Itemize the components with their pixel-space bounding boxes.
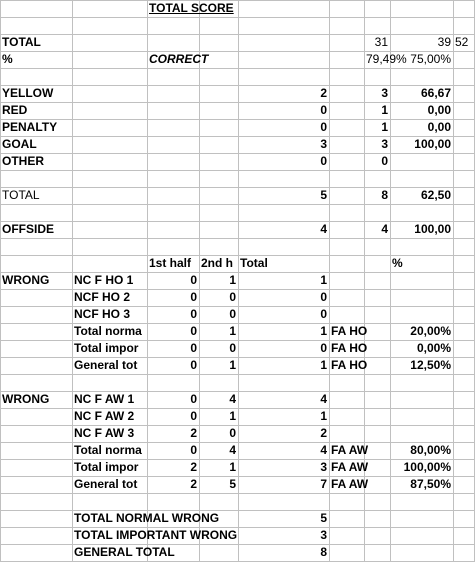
wrong-first-half[interactable]: 0 xyxy=(190,290,197,304)
wrong-percent[interactable]: 100,00% xyxy=(403,460,451,474)
wrong-percent[interactable] xyxy=(390,425,453,442)
total-value[interactable]: 31 xyxy=(374,35,388,49)
wrong-first-half[interactable]: 0 xyxy=(190,392,197,406)
offside-count[interactable]: 4 xyxy=(320,222,327,236)
wrong-row-name[interactable]: General tot xyxy=(74,477,138,491)
card-percent[interactable] xyxy=(390,153,453,170)
wrong-total[interactable]: 1 xyxy=(320,324,327,338)
wrong-code[interactable]: FA AW xyxy=(331,460,369,474)
offside-percent[interactable]: 100,00 xyxy=(414,222,451,236)
wrong-second-half[interactable]: 1 xyxy=(229,460,236,474)
wrong-code[interactable] xyxy=(329,289,390,306)
wrong-second-half[interactable]: 0 xyxy=(229,290,236,304)
card-count[interactable]: 0 xyxy=(381,154,388,168)
wrong-total[interactable]: 7 xyxy=(320,477,327,491)
wrong-second-half[interactable]: 0 xyxy=(229,426,236,440)
wrong-first-half[interactable]: 0 xyxy=(190,324,197,338)
wrong-row-name[interactable]: NC F AW 2 xyxy=(74,409,135,423)
wrong-first-half[interactable]: 0 xyxy=(190,358,197,372)
wrong-percent[interactable]: 80,00% xyxy=(410,443,451,457)
correct-value[interactable]: 75,00% xyxy=(410,52,451,66)
card-label[interactable]: PENALTY xyxy=(2,120,58,134)
wrong-second-half[interactable]: 1 xyxy=(229,409,236,423)
card-percent[interactable]: 0,00 xyxy=(427,103,451,117)
offside-label[interactable]: OFFSIDE xyxy=(2,222,55,236)
wrong-row-name[interactable]: Total norma xyxy=(74,443,142,457)
card-count[interactable]: 3 xyxy=(320,137,327,151)
wrong-row-name[interactable]: NC F HO 1 xyxy=(74,273,134,287)
card-label[interactable]: OTHER xyxy=(2,154,44,168)
summary-label[interactable]: GENERAL TOTAL xyxy=(74,545,175,559)
percent-label[interactable]: % xyxy=(2,52,13,66)
wrong-first-half[interactable]: 0 xyxy=(190,409,197,423)
wrong-total[interactable]: 1 xyxy=(320,409,327,423)
wrong-label[interactable]: WRONG xyxy=(2,273,50,287)
wrong-row-name[interactable]: Total norma xyxy=(74,324,142,338)
wrong-label[interactable]: WRONG xyxy=(2,392,50,406)
wrong-row-name[interactable]: General tot xyxy=(74,358,138,372)
wrong-percent[interactable]: 87,50% xyxy=(410,477,451,491)
wrong-code[interactable]: FA HO xyxy=(331,324,368,338)
cards-total-label[interactable]: TOTAL xyxy=(2,188,40,202)
wrong-second-half[interactable]: 4 xyxy=(229,392,236,406)
wrong-total[interactable]: 2 xyxy=(320,426,327,440)
wrong-percent[interactable] xyxy=(390,408,453,425)
wrong-first-half[interactable]: 0 xyxy=(190,443,197,457)
summary-value[interactable]: 5 xyxy=(320,511,327,525)
wrong-code[interactable] xyxy=(329,425,390,442)
summary-value[interactable]: 3 xyxy=(320,528,327,542)
card-label[interactable]: YELLOW xyxy=(2,86,54,100)
wrong-percent[interactable] xyxy=(390,306,453,323)
card-percent[interactable]: 0,00 xyxy=(427,120,451,134)
wrong-row-name[interactable]: Total impor xyxy=(74,341,139,355)
wrong-row-name[interactable]: Total impor xyxy=(74,460,139,474)
wrong-second-half[interactable]: 4 xyxy=(229,443,236,457)
wrong-total[interactable]: 0 xyxy=(320,290,327,304)
wrong-row-name[interactable]: NCF HO 3 xyxy=(74,307,131,321)
wrong-row-name[interactable]: NC F AW 3 xyxy=(74,426,135,440)
wrong-code[interactable]: FA AW xyxy=(331,477,369,491)
card-count[interactable]: 3 xyxy=(381,137,388,151)
card-percent[interactable]: 66,67 xyxy=(420,86,451,100)
wrong-code[interactable] xyxy=(329,408,390,425)
wrong-percent[interactable]: 20,00% xyxy=(410,324,451,338)
wrong-row-name[interactable]: NCF HO 2 xyxy=(74,290,131,304)
wrong-first-half[interactable]: 2 xyxy=(190,477,197,491)
wrong-row-name[interactable]: NC F AW 1 xyxy=(74,392,135,406)
card-count[interactable]: 0 xyxy=(320,120,327,134)
column-gridline xyxy=(453,0,454,562)
total-label[interactable]: TOTAL xyxy=(2,35,41,49)
summary-label[interactable]: TOTAL NORMAL WRONG xyxy=(74,511,220,525)
wrong-first-half[interactable]: 2 xyxy=(190,426,197,440)
cards-total-count[interactable]: 5 xyxy=(320,188,327,202)
wrong-total[interactable]: 3 xyxy=(320,460,327,474)
card-count[interactable]: 0 xyxy=(320,154,327,168)
wrong-percent[interactable] xyxy=(390,289,453,306)
wrong-total[interactable]: 1 xyxy=(320,358,327,372)
wrong-second-half[interactable]: 0 xyxy=(229,307,236,321)
card-count[interactable]: 0 xyxy=(320,103,327,117)
wrong-total[interactable]: 4 xyxy=(320,443,327,457)
wrong-percent[interactable] xyxy=(390,272,453,289)
card-percent[interactable]: 100,00 xyxy=(414,137,451,151)
summary-value[interactable]: 8 xyxy=(320,545,327,559)
wrong-first-half[interactable]: 2 xyxy=(190,460,197,474)
wrong-code[interactable] xyxy=(329,272,390,289)
header-total[interactable]: Total xyxy=(240,256,268,270)
header-percent[interactable]: % xyxy=(392,256,403,270)
header-first-half[interactable]: 1st half xyxy=(149,256,192,270)
offside-count[interactable]: 4 xyxy=(381,222,388,236)
wrong-second-half[interactable]: 1 xyxy=(229,273,236,287)
wrong-second-half[interactable]: 1 xyxy=(229,358,236,372)
header-second-half[interactable]: 2nd h xyxy=(201,256,233,270)
wrong-code[interactable] xyxy=(329,306,390,323)
wrong-second-half[interactable]: 5 xyxy=(229,477,236,491)
wrong-first-half[interactable]: 0 xyxy=(190,273,197,287)
wrong-percent[interactable] xyxy=(390,391,453,408)
wrong-second-half[interactable]: 1 xyxy=(229,324,236,338)
total-value[interactable]: 39 xyxy=(437,35,451,49)
card-label[interactable]: GOAL xyxy=(2,137,37,151)
wrong-total[interactable]: 1 xyxy=(320,273,327,287)
correct-label[interactable]: CORRECT xyxy=(149,52,209,66)
card-count[interactable]: 2 xyxy=(320,86,327,100)
card-count[interactable]: 1 xyxy=(381,120,388,134)
wrong-total[interactable]: 0 xyxy=(320,341,327,355)
card-label[interactable]: RED xyxy=(2,103,28,117)
wrong-total[interactable]: 4 xyxy=(320,392,327,406)
wrong-second-half[interactable]: 0 xyxy=(229,341,236,355)
wrong-code[interactable]: FA HO xyxy=(331,341,368,355)
cards-total-percent[interactable]: 62,50 xyxy=(420,188,451,202)
wrong-code[interactable]: FA AW xyxy=(331,443,369,457)
sheet-title[interactable]: TOTAL SCORE xyxy=(149,1,234,15)
wrong-percent[interactable]: 12,50% xyxy=(410,358,451,372)
wrong-code[interactable]: FA HO xyxy=(331,358,368,372)
total-value[interactable]: 52 xyxy=(455,35,469,49)
card-count[interactable]: 3 xyxy=(381,86,388,100)
wrong-total[interactable]: 0 xyxy=(320,307,327,321)
cards-total-count[interactable]: 8 xyxy=(381,188,388,202)
wrong-first-half[interactable]: 0 xyxy=(190,341,197,355)
card-count[interactable]: 1 xyxy=(381,103,388,117)
correct-value[interactable]: 79,49% xyxy=(366,52,407,66)
wrong-code[interactable] xyxy=(329,391,390,408)
wrong-first-half[interactable]: 0 xyxy=(190,307,197,321)
summary-label[interactable]: TOTAL IMPORTANT WRONG xyxy=(74,528,238,542)
wrong-percent[interactable]: 0,00% xyxy=(416,341,451,355)
